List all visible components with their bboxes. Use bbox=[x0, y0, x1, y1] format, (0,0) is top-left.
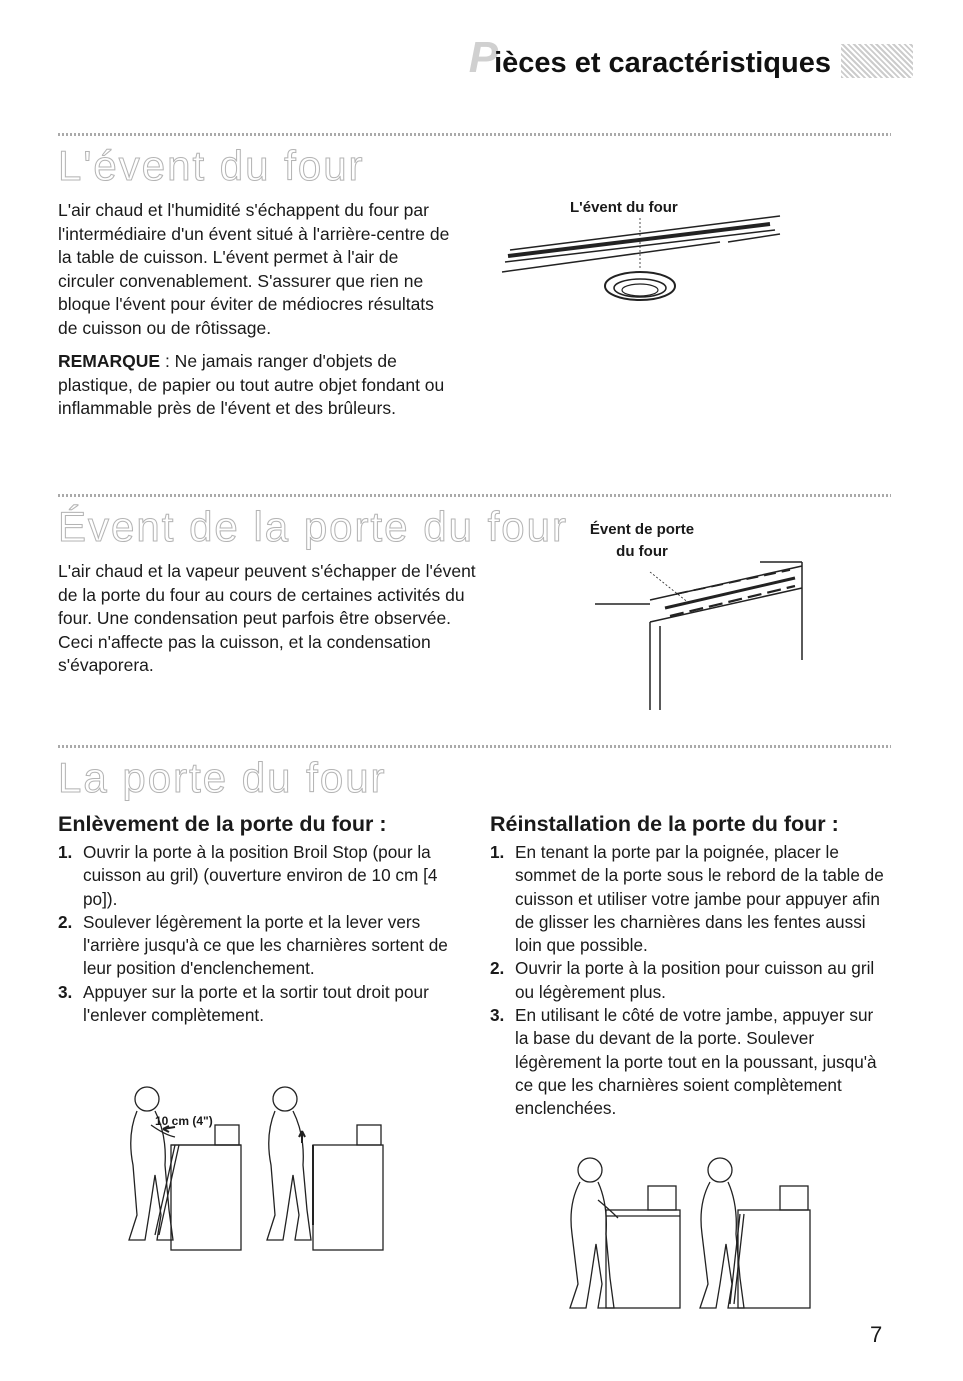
section-heading-door: La porte du four bbox=[58, 754, 387, 801]
step-number: 1. bbox=[490, 842, 505, 862]
vent-note bbox=[58, 350, 458, 421]
removal-steps bbox=[58, 841, 448, 1027]
page-number: 7 bbox=[870, 1322, 883, 1347]
door-install-illustration bbox=[550, 1148, 820, 1318]
list-item bbox=[490, 957, 890, 1004]
step-text: En tenant la porte par la poignée, placer le sommet de la porte sous le rebord de la table de cuisson et utiliser votre jambe pour appuyer afin de glisser les charnières dans les fentes aussi loin que possible. bbox=[515, 842, 884, 956]
step-text: En utilisant le côté de votre jambe, appuyer sur la base du devant de la porte. Soulever légèrement la porte tout en la poussant, jusqu'à ce que les charnières soient complètement enclenchées. bbox=[515, 1005, 877, 1119]
list-item bbox=[58, 981, 448, 1028]
step-number: 2. bbox=[58, 911, 73, 932]
door-vent-label-line2: du four bbox=[616, 543, 668, 560]
vent-note-text: : Ne jamais ranger d'objets de plastique, de papier ou tout autre objet fondant ou inflammable près de l'évent et des brûleurs. bbox=[58, 351, 445, 418]
list-item bbox=[58, 911, 448, 981]
step-number: 3. bbox=[490, 1005, 505, 1026]
header-pattern-tile bbox=[841, 44, 913, 78]
removal-title: Enlèvement de la porte du four : bbox=[58, 812, 387, 836]
install-title: Réinstallation de la porte du four : bbox=[490, 812, 839, 836]
vent-description bbox=[58, 199, 458, 421]
list-item bbox=[490, 1004, 890, 1120]
oven-vent-illustration bbox=[500, 210, 790, 320]
door-vent-label-line1: Évent de porte bbox=[589, 521, 695, 538]
install-steps bbox=[490, 841, 890, 1121]
section-divider bbox=[58, 745, 891, 748]
section-heading-vent: L'évent du four bbox=[58, 142, 365, 189]
vent-figure-label: L'évent du four bbox=[570, 199, 678, 216]
vent-paragraph: L'air chaud et l'humidité s'échappent du four par l'intermédiaire d'un évent situé à l'arrière-centre de la table de cuisson. L'évent permet à l'air de circuler convenablement. S'assurer que rien ne bloque l'évent pour éviter de médiocres résultats de cuisson ou de rôtissage. bbox=[58, 200, 450, 338]
header-title: ièces et caractéristiques bbox=[494, 47, 831, 80]
step-number: 2. bbox=[490, 958, 505, 979]
removal-distance-label: 10 cm (4") bbox=[155, 1114, 213, 1128]
section-heading-door-vent: Évent de la porte du four bbox=[58, 503, 568, 550]
step-number: 3. bbox=[58, 981, 73, 1002]
door-vent-figure-label bbox=[582, 519, 702, 563]
page-header bbox=[468, 33, 913, 82]
header-title-initial: P bbox=[468, 33, 499, 82]
section-divider bbox=[58, 133, 891, 136]
step-text: Ouvrir la porte à la position pour cuisson au gril ou légèrement plus. bbox=[515, 958, 875, 1002]
section-divider bbox=[58, 494, 891, 497]
door-vent-description: L'air chaud et la vapeur peuvent s'échapper de l'évent de la porte du four au cours de certaines activités du four. Une condensation peut parfois être observée. Ceci n'affecte pas la cuisson, et la condensation s'évaporera. bbox=[58, 561, 476, 675]
list-item bbox=[490, 841, 890, 957]
step-text: Soulever légèrement la porte et la lever vers l'arrière jusqu'à ce que les charnières sortent de leur position d'enclenchement. bbox=[83, 911, 448, 979]
step-text: Appuyer sur la porte et la sortir tout droit pour l'enlever complètement. bbox=[83, 981, 429, 1026]
oven-door-vent-illustration bbox=[590, 560, 820, 720]
list-item bbox=[58, 841, 448, 911]
step-number: 1. bbox=[58, 842, 73, 862]
door-removal-illustration bbox=[115, 1075, 375, 1255]
vent-note-label: REMARQUE bbox=[58, 351, 161, 371]
step-text: Ouvrir la porte à la position Broil Stop (pour la cuisson au gril) (ouverture environ de 10 cm [4 po]). bbox=[83, 842, 438, 909]
